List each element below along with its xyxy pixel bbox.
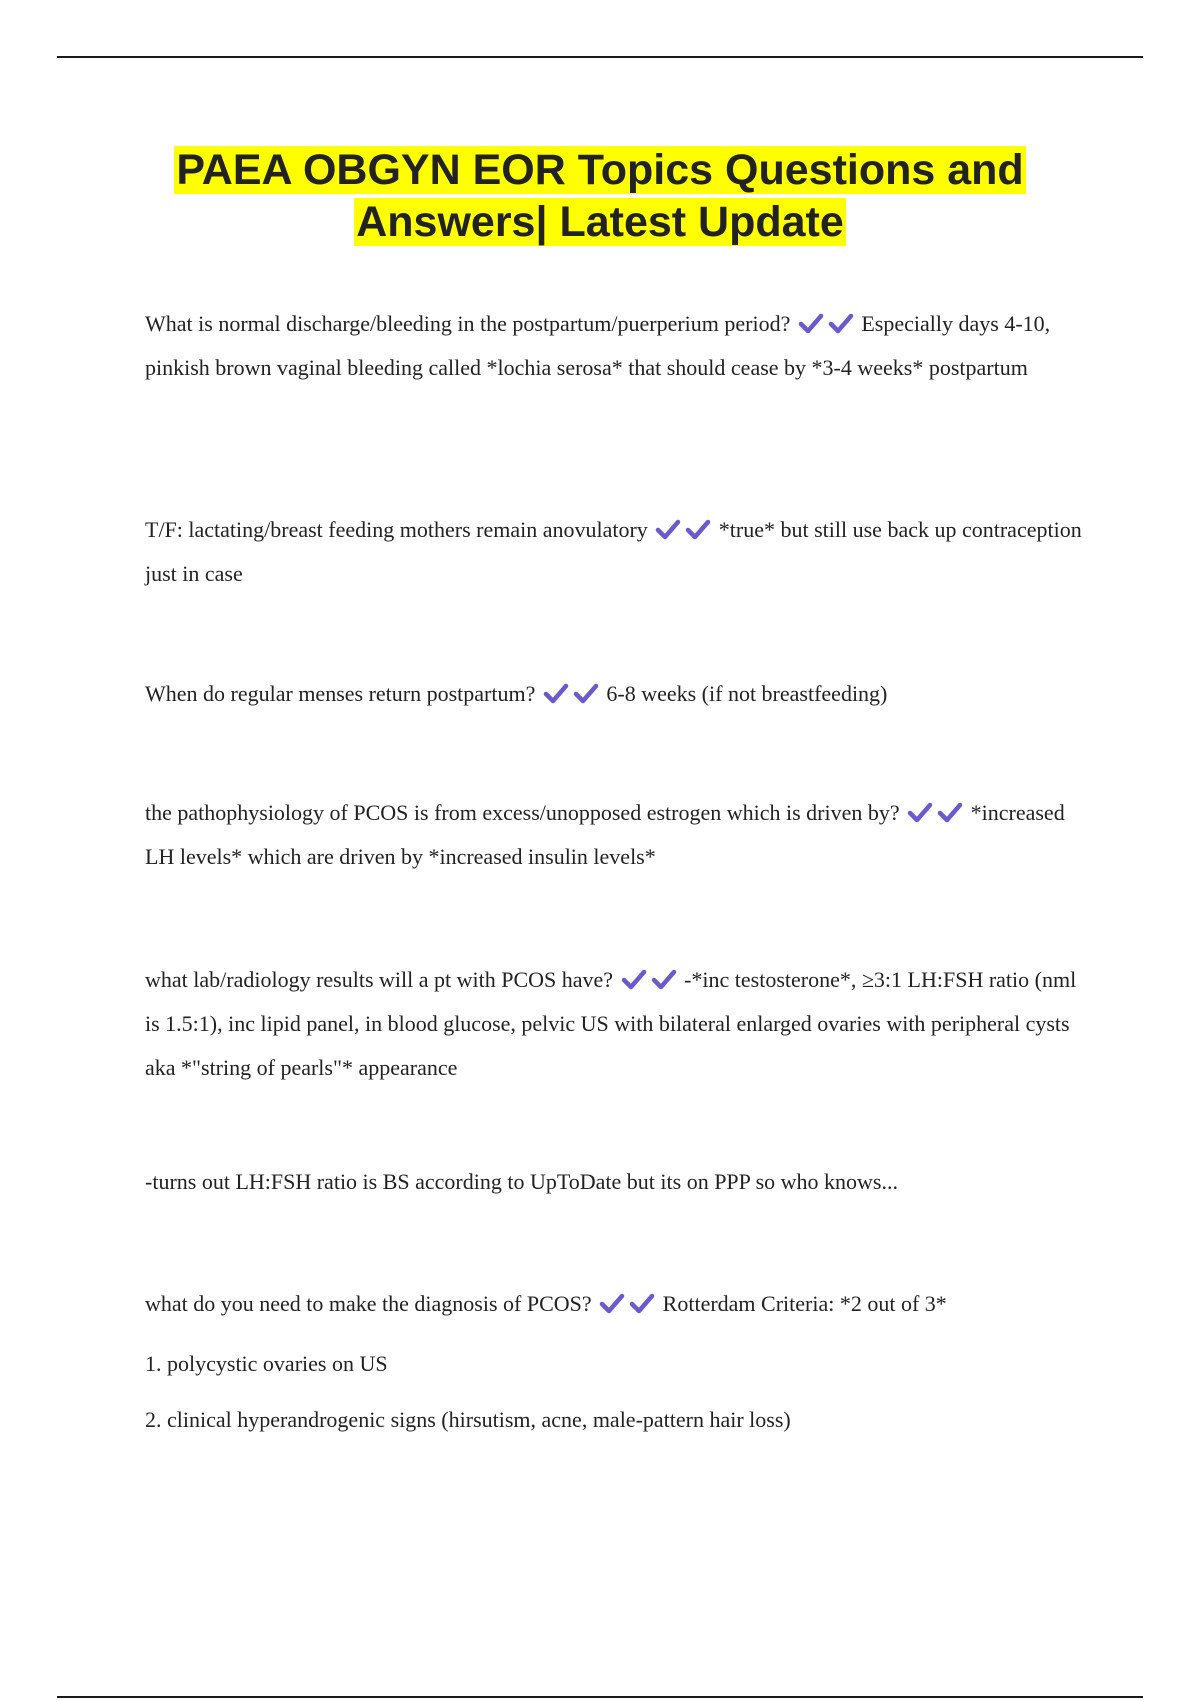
check-icon <box>655 518 681 540</box>
criteria-item-2: 2. clinical hyperandrogenic signs (hirsutism, acne, male-pattern hair loss) <box>145 1407 791 1432</box>
top-rule <box>57 56 1143 58</box>
question-text: When do regular menses return postpartum? <box>145 681 536 706</box>
check-icon <box>937 801 963 823</box>
question-text: the pathophysiology of PCOS is from excess/unopposed estrogen which is driven by? <box>145 800 900 825</box>
answer-text: *true* but still use back up contraception just in case <box>145 517 1082 586</box>
check-icon <box>828 312 854 334</box>
question-text: what lab/radiology results will a pt with PCOS have? <box>145 967 614 992</box>
question-text: What is normal discharge/bleeding in the postpartum/puerperium period? <box>145 311 791 336</box>
title-line-1: PAEA OBGYN EOR Topics Questions and <box>176 146 1024 194</box>
answer-text: 6-8 weeks (if not breastfeeding) <box>606 681 888 706</box>
criteria-item-1: 1. polycystic ovaries on US <box>145 1351 388 1376</box>
document-title <box>100 144 1100 248</box>
check-icon <box>629 1292 655 1314</box>
check-icon <box>573 682 599 704</box>
check-icon <box>651 968 677 990</box>
bottom-rule <box>57 1696 1143 1698</box>
answer-text: Especially days 4-10, pinkish brown vaginal bleeding called *lochia serosa* that should cease by *3-4 weeks* postpartum <box>145 311 1051 380</box>
check-icon <box>543 682 569 704</box>
qa-entry-7 <box>145 1282 1085 1326</box>
check-icon <box>621 968 647 990</box>
question-text: T/F: lactating/breast feeding mothers remain anovulatory <box>145 517 648 542</box>
check-icon <box>599 1292 625 1314</box>
qa-entry-4 <box>145 791 1085 879</box>
answer-text: *increased LH levels* which are driven by *increased insulin levels* <box>145 800 1065 869</box>
qa-entry-5 <box>145 958 1085 1090</box>
note-text: -turns out LH:FSH ratio is BS according to UpToDate but its on PPP so who knows... <box>145 1169 898 1194</box>
qa-entry-2 <box>145 508 1085 596</box>
qa-entry-3 <box>145 672 1085 716</box>
check-icon <box>685 518 711 540</box>
title-line-2: Answers| Latest Update <box>356 198 844 246</box>
check-icon <box>798 312 824 334</box>
answer-text: -*inc testosterone*, ≥3:1 LH:FSH ratio (nml is 1.5:1), inc lipid panel, in blood glucose, pelvic US with bilateral enlarged ovaries with peripheral cysts aka *"string of pearls"* appearance <box>145 967 1077 1080</box>
answer-text: Rotterdam Criteria: *2 out of 3* <box>662 1291 947 1316</box>
check-icon <box>907 801 933 823</box>
qa-entry-1 <box>145 302 1085 390</box>
question-text: what do you need to make the diagnosis of PCOS? <box>145 1291 592 1316</box>
